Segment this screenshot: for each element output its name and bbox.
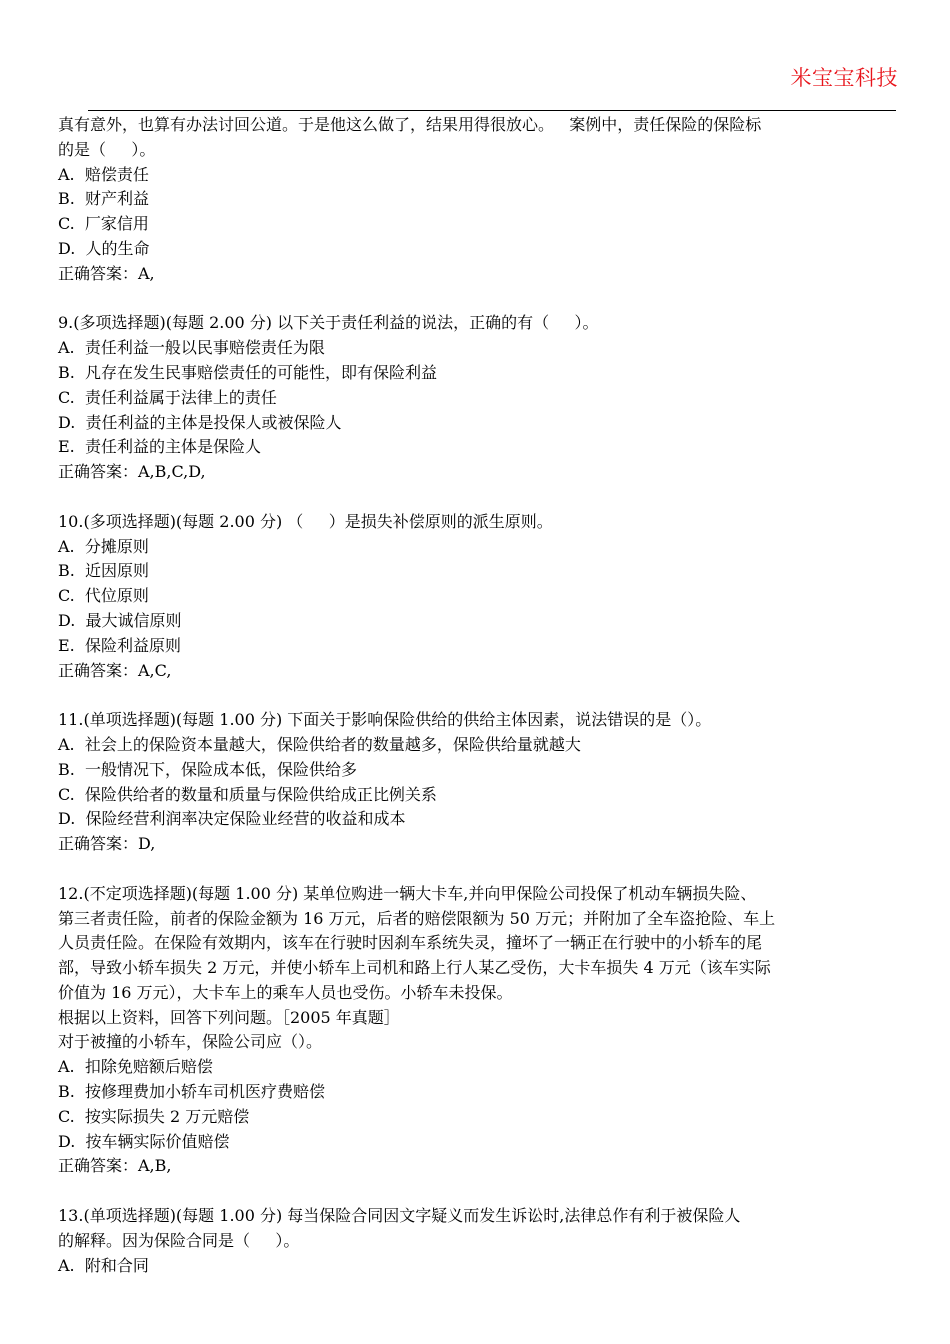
question-stem: 的解释。因为保险合同是（ ）。: [58, 1230, 300, 1250]
brand-logo-text: 米宝宝科技: [790, 66, 898, 90]
question-stem: 10.(多项选择题)(每题 2.00 分) （ ）是损失补偿原则的派生原则。: [58, 511, 553, 531]
option-a: A. 附和合同: [58, 1255, 149, 1275]
question-stem: 人员责任险。在保险有效期内，该车在行驶时因刹车系统失灵，撞坏了一辆正在行驶中的小轿车的尾: [58, 933, 763, 953]
option-c: C. 厂家信用: [58, 214, 149, 234]
answer: 正确答案：A,B,: [58, 1156, 172, 1176]
question-stem: 11.(单项选择题)(每题 1.00 分) 下面关于影响保险供给的供给主体因素，说法错误的是（）。: [58, 710, 712, 730]
question-stem: 真有意外，也算有办法讨回公道。于是他这么做了，结果用得很放心。 案例中，责任保险的保险标: [58, 115, 762, 134]
answer: 正确答案：A,: [58, 263, 155, 283]
question-13: [58, 1204, 898, 1278]
option-c: C. 代位原则: [58, 586, 149, 606]
option-e: E. 责任利益的主体是保险人: [58, 437, 261, 457]
option-a: A. 责任利益一般以民事赔偿责任为限: [58, 338, 325, 358]
option-d: D. 人的生命: [58, 238, 150, 258]
question-stem: 的是（ ）。: [58, 139, 156, 159]
question-stem: 13.(单项选择题)(每题 1.00 分) 每当保险合同因文字疑义而发生诉讼时,法律总作有利于被保险人: [58, 1206, 741, 1226]
option-d: D. 保险经营利润率决定保险业经营的收益和成本: [58, 809, 406, 829]
question-stem: 12.(不定项选择题)(每题 1.00 分) 某单位购进一辆大卡车,并向甲保险公司投保了机动车辆损失险、: [58, 883, 757, 903]
option-b: B. 凡存在发生民事赔偿责任的可能性，即有保险利益: [58, 362, 438, 382]
answer: 正确答案：D,: [58, 834, 156, 854]
option-d: D. 最大诚信原则: [58, 610, 182, 630]
option-a: A. 赔偿责任: [58, 164, 149, 184]
question-stem: 第三者责任险，前者的保险金额为 16 万元，后者的赔偿限额为 50 万元；并附加了全车盗抢险、车上: [58, 908, 776, 928]
spacer: [58, 857, 898, 882]
option-b: B. 按修理费加小轿车司机医疗费赔偿: [58, 1082, 326, 1102]
question-11: [58, 708, 898, 857]
question-list: [58, 113, 898, 1278]
spacer: [58, 683, 898, 708]
option-b: B. 财产利益: [58, 189, 150, 209]
question-9: [58, 311, 898, 485]
answer: 正确答案：A,B,C,D,: [58, 462, 206, 482]
question-8: [58, 113, 898, 287]
question-stem: 对于被撞的小轿车，保险公司应（）。: [58, 1032, 323, 1052]
question-10: [58, 510, 898, 684]
question-stem: 部，导致小轿车损失 2 万元，并使小轿车上司机和路上行人某乙受伤，大卡车损失 4 万元（该车实际: [58, 958, 771, 978]
question-stem: 根据以上资料，回答下列问题。［2005 年真题］: [58, 1007, 400, 1027]
option-a: A. 扣除免赔额后赔偿: [58, 1057, 213, 1077]
spacer: [58, 1179, 898, 1204]
question-stem: 9.(多项选择题)(每题 2.00 分) 以下关于责任利益的说法，正确的有（ ）。: [58, 313, 599, 333]
question-stem: 价值为 16 万元），大卡车上的乘车人员也受伤。小轿车未投保。: [58, 982, 513, 1002]
option-c: C. 保险供给者的数量和质量与保险供给成正比例关系: [58, 784, 437, 804]
option-d: D. 按车辆实际价值赔偿: [58, 1131, 230, 1151]
option-e: E. 保险利益原则: [58, 635, 181, 655]
spacer: [58, 287, 898, 312]
header-divider: [88, 110, 896, 111]
spacer: [58, 485, 898, 510]
option-b: B. 近因原则: [58, 561, 150, 581]
option-a: A. 社会上的保险资本量越大，保险供给者的数量越多，保险供给量就越大: [58, 734, 581, 754]
option-c: C. 责任利益属于法律上的责任: [58, 387, 277, 407]
option-a: A. 分摊原则: [58, 536, 149, 556]
option-c: C. 按实际损失 2 万元赔偿: [58, 1106, 250, 1126]
option-b: B. 一般情况下，保险成本低，保险供给多: [58, 759, 358, 779]
answer: 正确答案：A,C,: [58, 660, 172, 680]
option-d: D. 责任利益的主体是投保人或被保险人: [58, 412, 342, 432]
question-12: [58, 882, 898, 1180]
